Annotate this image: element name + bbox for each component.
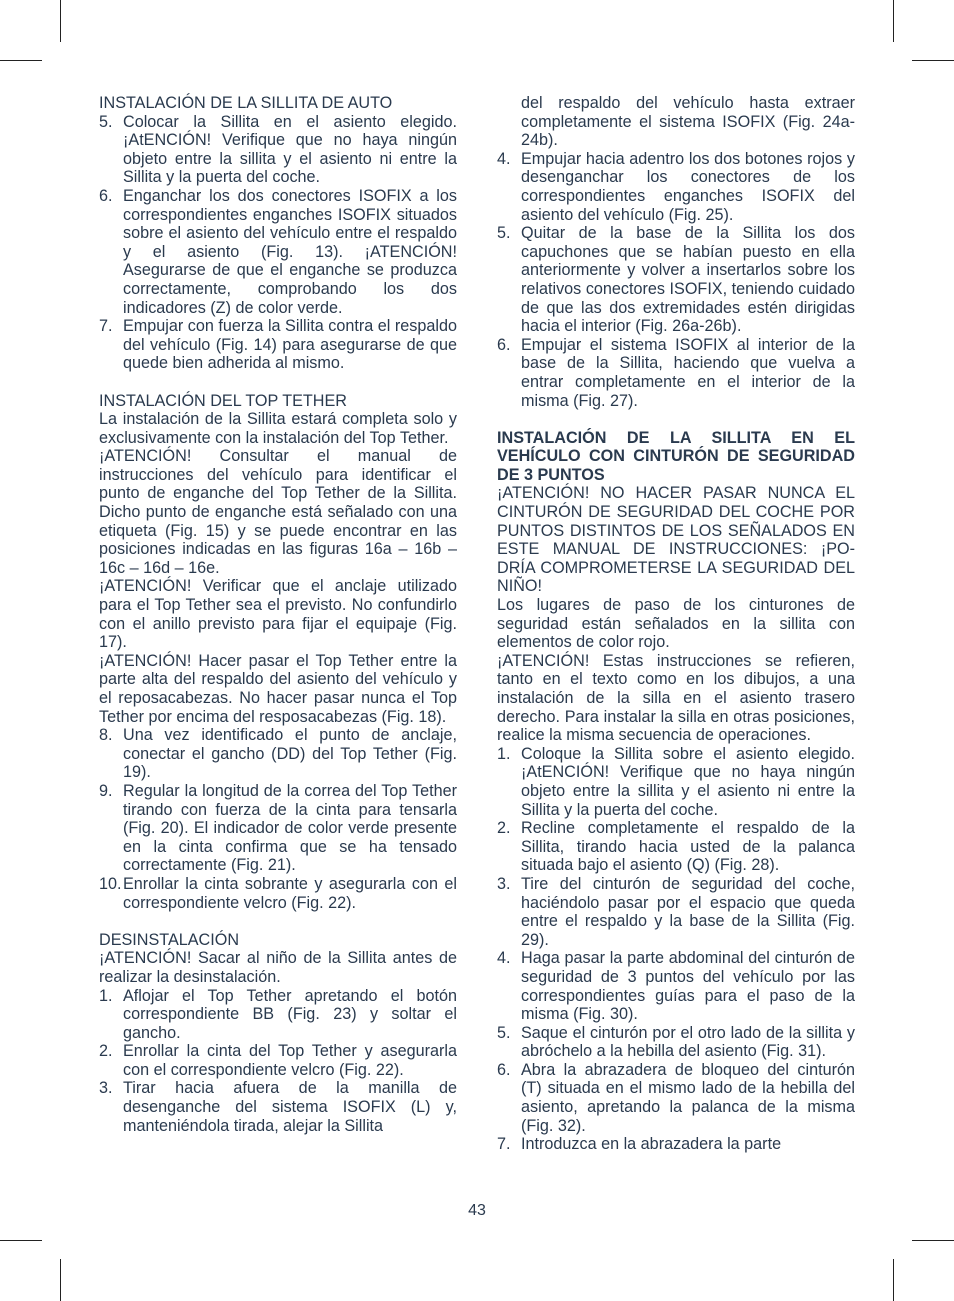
list-item: 5. Colocar la Sillita en el asiento elegido. ¡AtENCIÓN! Verifique que no haya ningún objeto entre la sillita y el asiento ni entre la Sillita y la puerta del coche. <box>99 112 457 187</box>
list-item: 9. Regular la longitud de la correa del Top Tether tirando con fuerza de la cinta para tensarla (Fig. 20). El indicador de color verde presente en la cinta confirma que se ha tensado correctamente (Fig. 21). <box>99 781 457 875</box>
list-item: 10. Enrollar la cinta sobrante y asegurarla con el correspondiente velcro (Fig. 22). <box>99 874 457 912</box>
list-item: 4. Haga pasar la parte abdominal del cinturón de seguridad de 3 puntos del vehículo por las correspondientes guías para el paso de la misma (Fig. 30). <box>497 949 855 1024</box>
paragraph: ¡ATENCIÓN! Verificar que el anclaje utilizado para el Top Tether sea el previsto. No confundirlo con el anillo previsto para fijar el equipaje (Fig. 17). <box>99 577 457 652</box>
list-item: 8. Una vez identificado el punto de anclaje, conectar el gancho (DD) del Top Tether (Fig. 19). <box>99 726 457 782</box>
heading-install: INSTALACIÓN DE LA SILLITA DE AUTO <box>99 94 393 112</box>
paragraph: La instalación de la Sillita estará completa solo y exclusivamente con la instalación del Top Tether. <box>99 410 457 447</box>
right-column <box>497 94 855 1154</box>
list-item: 3. Tirar hacia afuera de la manilla de desenganche del sistema ISOFIX (L) y, manteniéndola tirada, alejar la Sillita <box>99 1079 457 1135</box>
continued-text: del respaldo del vehículo hasta extraer completamente el sistema ISOFIX (Fig. 24a-24b). <box>521 94 855 150</box>
list-item: 6. Empujar el sistema ISOFIX al interior de la base de la Sillita, haciendo que vuelva a entrar completamente en el interior de la misma (Fig. 27). <box>497 335 855 410</box>
list-item: 5. Saque el cinturón por el otro lado de la sillita y abróchelo a la hebilla del asiento (Fig. 31). <box>497 1023 855 1061</box>
list-item: 1. Coloque la Sillita sobre el asiento elegido. ¡AtENCIÓN! Verifique que no haya ningún objeto entre la sillita y el asiento ni entre la Sillita y la puerta del coche. <box>497 744 855 819</box>
crop-mark-top-left-v <box>60 0 61 42</box>
crop-mark-top-right-h <box>912 60 954 61</box>
paragraph: ¡ATENCIÓN! Hacer pasar el Top Tether entre la parte alta del respaldo del asiento del vehículo y el reposacabezas. No hacer pasar nunca el Top Tether por encima del resposacabezas (Fig. 18). <box>99 651 457 726</box>
paragraph: Los lugares de paso de los cinturones de seguridad están señalados en la sillita con elementos de color rojo. <box>497 596 855 652</box>
left-column <box>99 94 457 1135</box>
crop-mark-top-left-h <box>0 60 42 61</box>
list-item: 5. Quitar de la base de la Sillita los dos capuchones que se habían puesto en ella anteriormente y volver a insertarlos sobre los relativos conectores ISOFIX, teniendo cuidado de que las dos extremidades estén dirigidas hacia el interior (Fig. 26a-26b). <box>497 224 855 336</box>
tether-steps <box>99 726 457 912</box>
uninstall-steps <box>99 987 457 1136</box>
crop-mark-bottom-right-v <box>893 1259 894 1301</box>
list-item: 6. Abra la abrazadera de bloqueo del cinturón (T) situada en el mismo lado de la hebilla del asiento, apretando la palanca de la misma (Fig. 32). <box>497 1060 855 1135</box>
list-item: 2. Recline completamente el respaldo de la Sillita, tirando hacia usted de la palanca situada bajo el asiento (Q) (Fig. 28). <box>497 819 855 875</box>
paragraph: ¡ATENCIÓN! Consultar el manual de instrucciones del vehículo para identificar el punto de enganche del Top Tether de la Sillita. Dicho punto de enganche está señalado con una etiqueta (Fig. 15) y se puede encontrar en las posiciones indicadas en las figuras 16a – 16b – 16c – 16d – 16e. <box>99 447 457 577</box>
belt-steps <box>497 745 855 1154</box>
list-item: 1. Aflojar el Top Tether apretando el botón correspondiente BB (Fig. 23) y soltar el gancho. <box>99 986 457 1042</box>
list-item: 7. Empujar con fuerza la Sillita contra el respaldo del vehículo (Fig. 14) para asegurarse de que quede bien adherida al mismo. <box>99 317 457 373</box>
paragraph: ¡ATENCIÓN! Sacar al niño de la Sillita antes de realizar la desinstalación. <box>99 949 457 986</box>
crop-mark-bottom-left-v <box>60 1259 61 1301</box>
paragraph: ¡ATENCIÓN! NO HACER PASAR NUNCA EL CINTURÓN DE SEGURIDAD DEL COCHE POR PUNTOS DISTINTOS DE LOS SEÑALADOS EN ESTE MANUAL DE INSTRUCCIONES: ¡PO-DRÍA COMPROMETERSE LA SEGURIDAD DEL NIÑO! <box>497 484 855 596</box>
crop-mark-top-right-v <box>893 0 894 42</box>
list-item: 6. Enganchar los dos conectores ISOFIX a los correspondientes enganches ISOFIX situados sobre el asiento del vehículo entre el respaldo y el asiento (Fig. 13). ¡ATENCIÓN! Asegurarse de que el enganche se produzca correctamente, comprobando los dos indicadores (Z) de color verde. <box>99 186 457 317</box>
continued-steps <box>497 150 855 410</box>
install-steps <box>99 113 457 373</box>
crop-mark-bottom-left-h <box>0 1240 42 1241</box>
list-item: 4. Empujar hacia adentro los dos botones rojos y desenganchar los conectores de los correspondientes enganches ISOFIX del asiento del vehículo (Fig. 25). <box>497 149 855 224</box>
heading-uninstall: DESINSTALACIÓN <box>99 930 240 949</box>
paragraph: ¡ATENCIÓN! Estas instrucciones se refieren, tanto en el texto como en los dibujos, a una instalación de la silla en el asiento trasero derecho. Para instalar la silla en otras posiciones, realice la misma secuencia de operaciones. <box>497 651 855 745</box>
crop-mark-bottom-right-h <box>912 1240 954 1241</box>
heading-belt-install: INSTALACIÓN DE LA SILLITA EN EL VEHÍCULO CON CINTURÓN DE SEGURIDAD DE 3 PUNTOS <box>497 428 855 484</box>
page-number: 43 <box>468 1202 486 1219</box>
list-item: 7. Introduzca en la abrazadera la parte <box>497 1135 782 1154</box>
heading-top-tether: INSTALACIÓN DEL TOP TETHER <box>99 391 347 410</box>
list-item: 2. Enrollar la cinta del Top Tether y asegurarla con el correspondiente velcro (Fig. 22). <box>99 1042 457 1079</box>
list-item: 3. Tire del cinturón de seguridad del coche, haciéndolo pasar por el espacio que queda entre el respaldo y la base de la Sillita (Fig. 29). <box>497 874 855 949</box>
